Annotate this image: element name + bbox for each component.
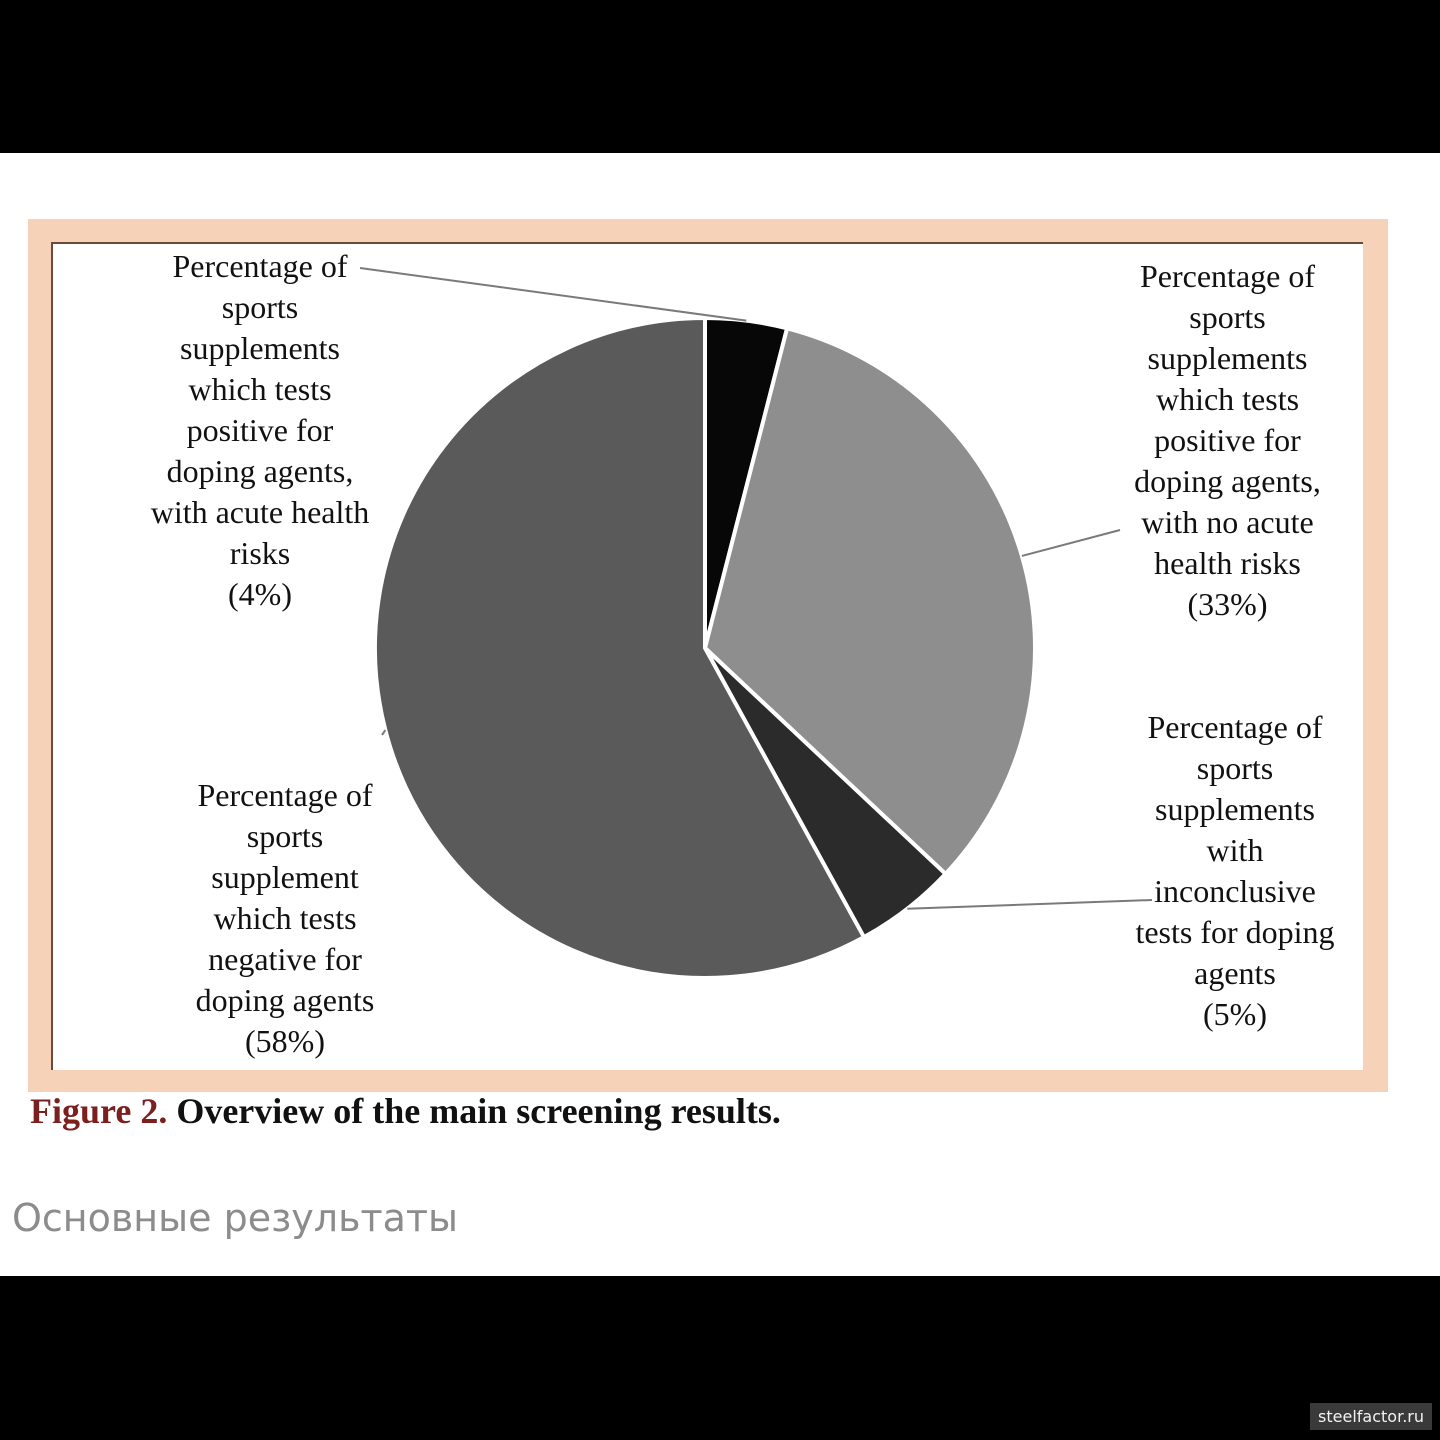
watermark: steelfactor.ru bbox=[1310, 1403, 1432, 1430]
caption-text: Overview of the main screening results. bbox=[167, 1091, 781, 1131]
slice-label-acute-risk: Percentage of sports supplements which tests positive for doping agents, with acute health risks (4%) bbox=[150, 248, 370, 612]
figure-caption bbox=[30, 1090, 781, 1132]
slice-label-inconclusive: Percentage of sports supplements with inconclusive tests for doping agents (5%) bbox=[1135, 709, 1335, 1032]
caption-figure-number: Figure 2. bbox=[30, 1091, 168, 1131]
slice-label-no-acute-risk: Percentage of sports supplements which tests positive for doping agents, with no acute health risks (33%) bbox=[1134, 258, 1321, 622]
slice-label-negative: Percentage of sports supplement which tests negative for doping agents (58%) bbox=[195, 777, 375, 1059]
post-text: Основные результаты bbox=[12, 1196, 459, 1240]
leader-line-acute-risk bbox=[360, 268, 746, 321]
